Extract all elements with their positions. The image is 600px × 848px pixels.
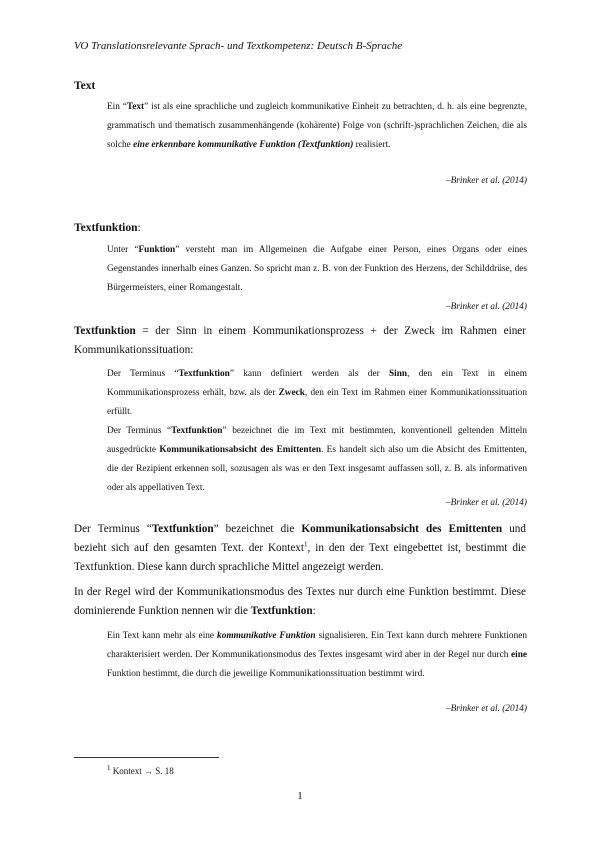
page-number: 1 — [297, 790, 303, 802]
citation: –Brinker et al. (2014) — [445, 704, 527, 714]
citation: –Brinker et al. (2014) — [445, 302, 527, 312]
quote-textfunktion-sinn-zweck: Der Terminus “Textfunktion” kann definiert werden als der Sinn, den ein Text in einem Kommunikationsprozess erhält, bzw. als der Zweck, den ein Text im Rahmen einer Kommunikationssituation erfüllt. — [107, 369, 527, 417]
quote-funktion-definition: Unter “Funktion” versteht man im Allgemeinen die Aufgabe einer Person, eines Organs oder eines Gegenstandes innerhalb eines Ganzen. So spricht man z. B. von der Funktion des Herzens, der Schilddrüse, des Bürgermeisters, einer Romangestalt. — [107, 245, 527, 293]
footnote: $^1$ Kontext → S. 18 — [107, 764, 174, 776]
quote-textfunktion-absicht: Der Terminus “Textfunktion” bezeichnet die im Text mit bestimmten, konventionell geltenden Mitteln ausgedrückte Kommunikationsabsicht des Emittenten. Es handelt sich also um die Absicht des Emittenten, die der Rezipient erkennen soll, sozusagen als was er den Text insgesamt auffassen soll, z. B. als informativen oder als appellativen Text. — [107, 426, 528, 493]
paragraph-kommunikationsabsicht: Der Terminus “Textfunktion” bezeichnet die Kommunikationsabsicht des Emittenten und bezieht sich auf den gesamten Text. der Kontext$^1$, in den der Text eingebettet ist, bestimmt die Textfunktion. Diese kann durch sprachliche Mittel angezeigt werden. — [74, 523, 526, 573]
citation: –Brinker et al. (2014) — [445, 176, 527, 186]
quote-text-definition: Ein “Text” ist als eine sprachliche und zugleich kommunikative Einheit zu betrachten, d. h. als eine begrenzte, grammatisch und thematisch zusammenhängende (kohärente) Folge von (schrift-)sprachlichen Zeichen, die als solche eine erkennbare kommunikative Funktion (Textfunktion) realisiert. — [107, 102, 527, 150]
footnote-ref[interactable]: 1 — [304, 540, 308, 549]
running-header: VO Translationsrelevante Sprach- und Textkompetenz: Deutsch B-Sprache — [74, 40, 403, 52]
paragraph-dominierende-funktion: In der Regel wird der Kommunikationsmodus des Textes nur durch eine Funktion bestimmt. Diese dominierende Funktion nennen wir die Textfunktion: — [74, 586, 526, 617]
heading-textfunktion: Textfunktion: — [74, 222, 141, 234]
heading-text: Text — [74, 80, 96, 92]
paragraph-textfunktion-equation: Textfunktion = der Sinn in einem Kommunikationsprozess + der Zweck im Rahmen einer Kommunikationssituation: — [74, 325, 526, 356]
quote-mehrere-funktionen: Ein Text kann mehr als eine kommunikative Funktion signalisieren. Ein Text kann durch mehrere Funktionen charakterisiert werden. Der Kommunikationsmodus des Textes insgesamt wird aber in der Regel nur durch eine Funktion bestimmt, die durch die jeweilige Kommunikationssituation bestimmt wird. — [107, 631, 527, 679]
citation: –Brinker et al. (2014) — [445, 498, 527, 508]
footnote-divider — [74, 757, 219, 758]
